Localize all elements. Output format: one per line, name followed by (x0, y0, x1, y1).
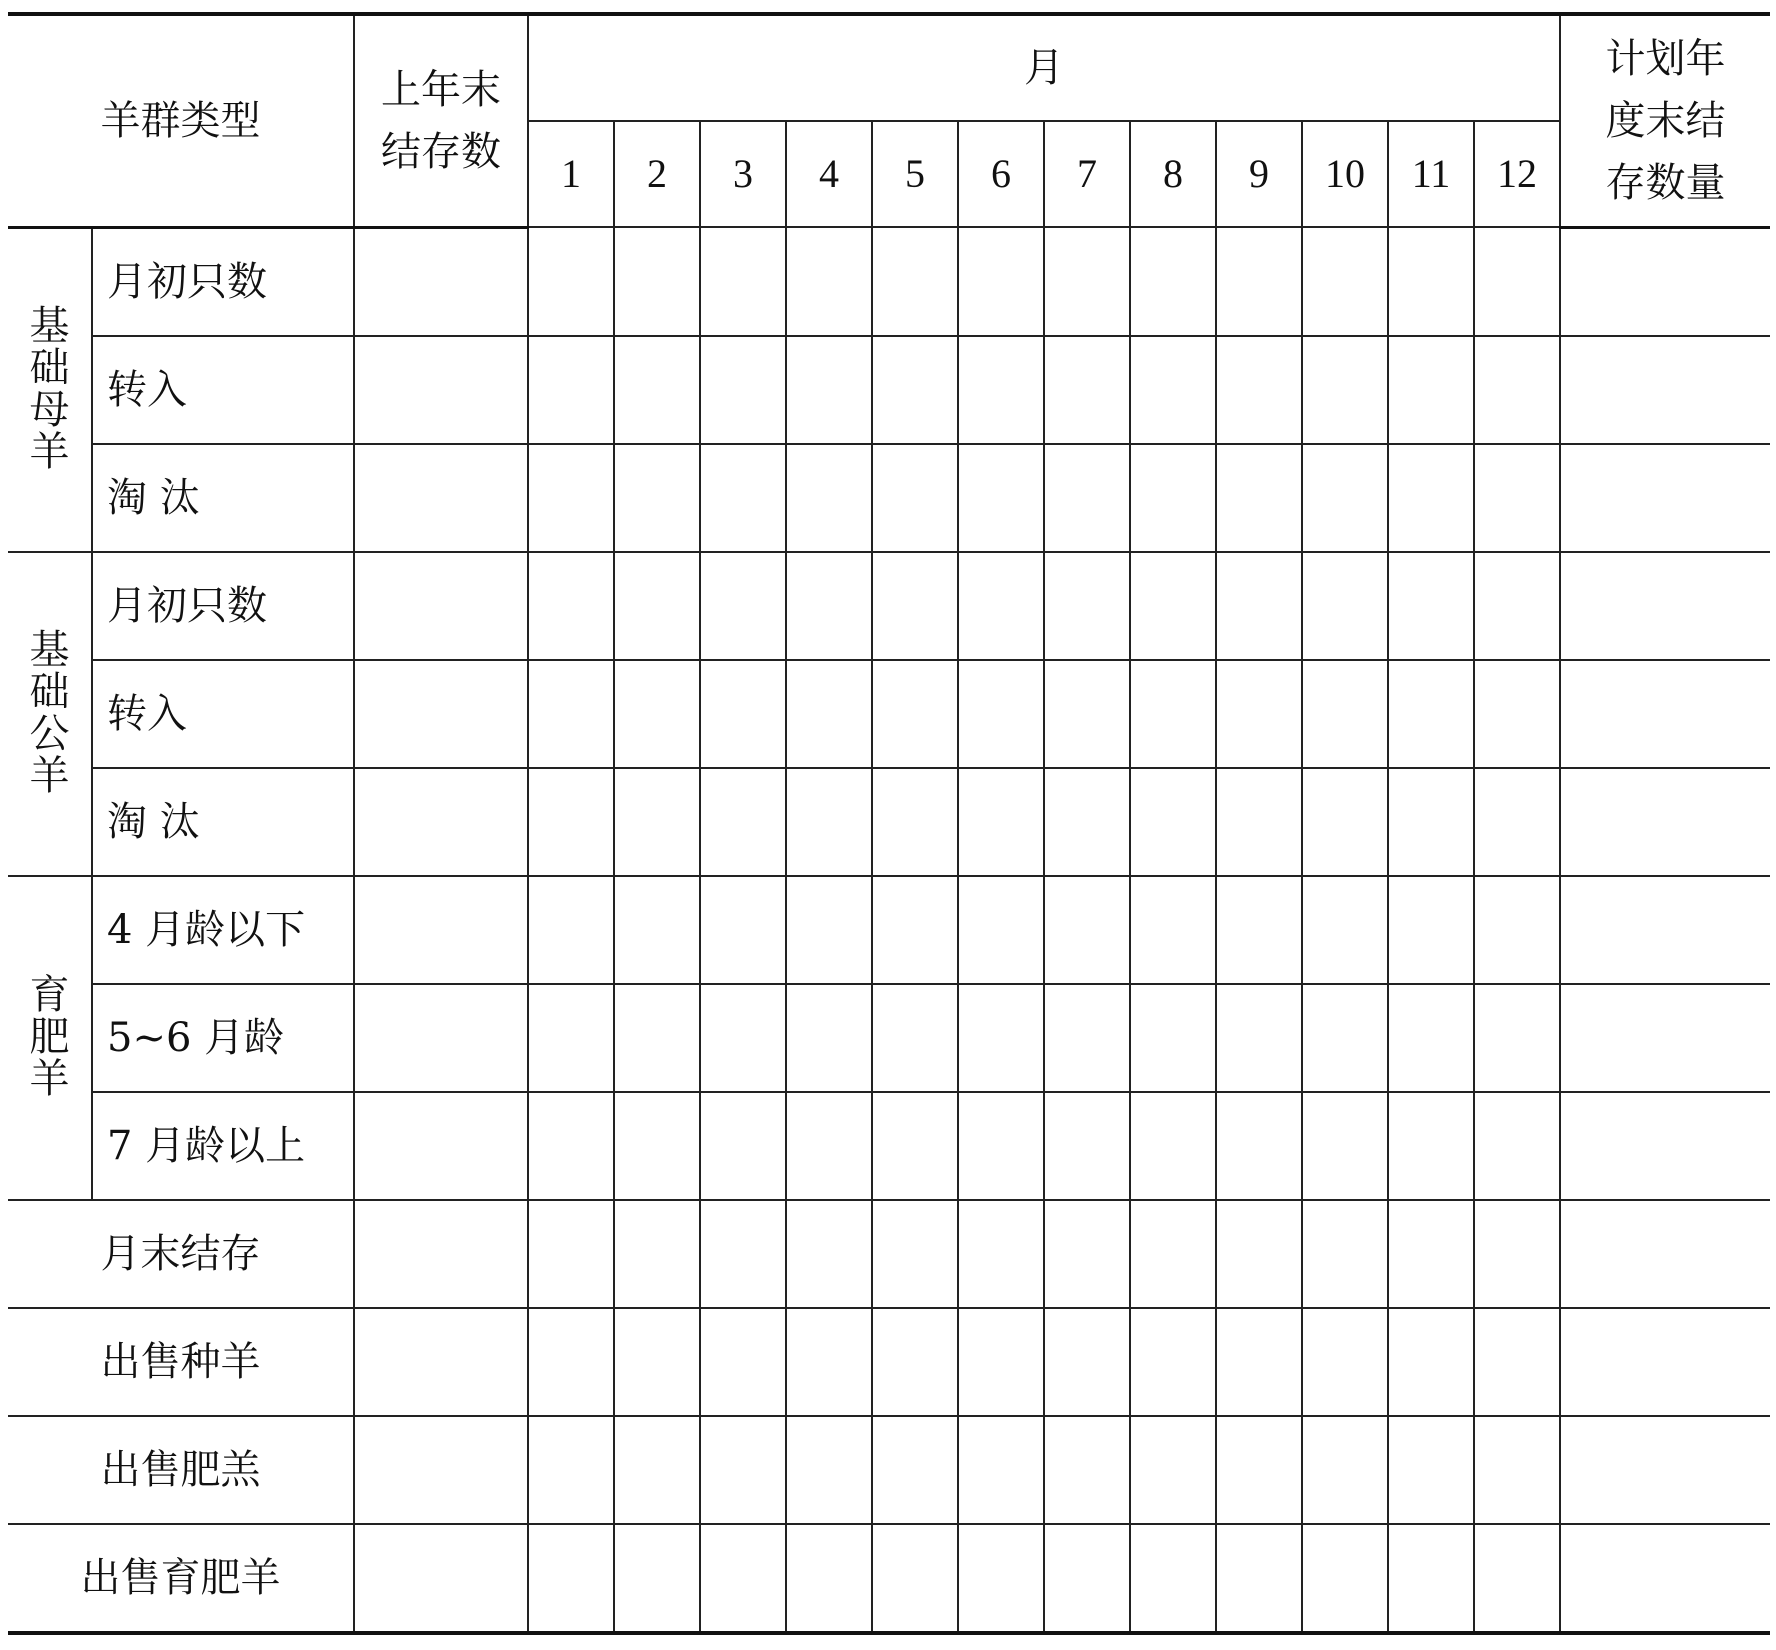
entry-cell[interactable] (1130, 1416, 1216, 1524)
row-label: 5~6 月龄 (92, 984, 354, 1092)
month-number-header: 6 (958, 121, 1044, 227)
entry-cell[interactable] (786, 984, 872, 1092)
entry-cell[interactable] (614, 768, 700, 876)
month-number-header: 1 (528, 121, 614, 227)
entry-cell[interactable] (528, 444, 614, 552)
entry-cell[interactable] (1302, 227, 1388, 336)
row-label: 月初只数 (92, 552, 354, 660)
entry-cell[interactable] (786, 1092, 872, 1200)
entry-cell[interactable] (872, 336, 958, 444)
entry-cell[interactable] (958, 1200, 1044, 1308)
entry-cell[interactable] (958, 1524, 1044, 1633)
entry-cell[interactable] (1302, 1416, 1388, 1524)
entry-cell[interactable] (1044, 552, 1130, 660)
entry-cell[interactable] (528, 1524, 614, 1633)
entry-cell[interactable] (700, 1200, 786, 1308)
entry-cell[interactable] (958, 1092, 1044, 1200)
entry-cell[interactable] (1044, 1308, 1130, 1416)
entry-cell[interactable] (1560, 1416, 1770, 1524)
plan-end-header-label: 计划年度末结存数量 (1605, 35, 1726, 206)
entry-cell[interactable] (872, 660, 958, 768)
entry-cell[interactable] (1130, 444, 1216, 552)
group-label-cell (8, 876, 92, 1200)
entry-cell[interactable] (1130, 1092, 1216, 1200)
entry-cell[interactable] (1474, 876, 1560, 984)
row-label: 月初只数 (92, 227, 354, 336)
entry-cell[interactable] (614, 336, 700, 444)
entry-cell[interactable] (1130, 336, 1216, 444)
entry-cell[interactable] (872, 227, 958, 336)
entry-cell[interactable] (1044, 1200, 1130, 1308)
entry-cell[interactable] (1130, 1200, 1216, 1308)
entry-cell[interactable] (1302, 336, 1388, 444)
month-number-header: 8 (1130, 121, 1216, 227)
entry-cell[interactable] (1130, 984, 1216, 1092)
entry-cell[interactable] (786, 768, 872, 876)
entry-cell[interactable] (1560, 336, 1770, 444)
entry-cell[interactable] (528, 336, 614, 444)
entry-cell[interactable] (1560, 1524, 1770, 1633)
month-number-header: 4 (786, 121, 872, 227)
entry-cell[interactable] (1216, 660, 1302, 768)
entry-cell[interactable] (1130, 768, 1216, 876)
prev-stock-header (354, 14, 528, 227)
entry-cell[interactable] (958, 444, 1044, 552)
row-label: 淘 汰 (92, 444, 354, 552)
group-label: 基础公羊 (29, 626, 70, 799)
entry-cell[interactable] (872, 984, 958, 1092)
entry-cell[interactable] (786, 336, 872, 444)
entry-cell[interactable] (614, 660, 700, 768)
prev-stock-header-label: 上年末结存数 (381, 66, 501, 175)
entry-cell[interactable] (700, 660, 786, 768)
entry-cell[interactable] (786, 876, 872, 984)
entry-cell[interactable] (1044, 227, 1130, 336)
entry-cell[interactable] (700, 444, 786, 552)
summary-row-label: 出售育肥羊 (8, 1524, 354, 1633)
entry-cell[interactable] (1474, 227, 1560, 336)
month-number-header: 3 (700, 121, 786, 227)
row-label: 转入 (92, 336, 354, 444)
entry-cell[interactable] (958, 1416, 1044, 1524)
entry-cell[interactable] (1044, 768, 1130, 876)
entry-cell[interactable] (1130, 1524, 1216, 1633)
entry-cell[interactable] (354, 660, 528, 768)
entry-cell[interactable] (1474, 768, 1560, 876)
entry-cell[interactable] (786, 227, 872, 336)
entry-cell[interactable] (1474, 1200, 1560, 1308)
summary-row-label: 出售肥羔 (8, 1416, 354, 1524)
month-number-header: 5 (872, 121, 958, 227)
entry-cell[interactable] (786, 1524, 872, 1633)
entry-cell[interactable] (528, 1416, 614, 1524)
entry-cell[interactable] (872, 1524, 958, 1633)
entry-cell[interactable] (700, 984, 786, 1092)
entry-cell[interactable] (700, 552, 786, 660)
entry-cell[interactable] (614, 1200, 700, 1308)
entry-cell[interactable] (1302, 1200, 1388, 1308)
entry-cell[interactable] (1474, 444, 1560, 552)
entry-cell[interactable] (1302, 768, 1388, 876)
entry-cell[interactable] (1560, 227, 1770, 336)
entry-cell[interactable] (614, 1524, 700, 1633)
group-label-cell (8, 227, 92, 552)
entry-cell[interactable] (528, 1200, 614, 1308)
entry-cell[interactable] (354, 1416, 528, 1524)
entry-cell[interactable] (614, 984, 700, 1092)
entry-cell[interactable] (354, 768, 528, 876)
entry-cell[interactable] (786, 444, 872, 552)
entry-cell[interactable] (1474, 1092, 1560, 1200)
month-header-label: 月 (1024, 45, 1064, 91)
group-label: 基础母羊 (29, 302, 70, 475)
entry-cell[interactable] (1474, 1416, 1560, 1524)
summary-row-label: 出售种羊 (8, 1308, 354, 1416)
entry-cell[interactable] (354, 1200, 528, 1308)
month-number-header: 2 (614, 121, 700, 227)
entry-cell[interactable] (1130, 227, 1216, 336)
entry-cell[interactable] (1560, 876, 1770, 984)
entry-cell[interactable] (1216, 552, 1302, 660)
entry-cell[interactable] (1388, 768, 1474, 876)
flock-type-header (8, 14, 354, 227)
row-label: 7 月龄以上 (92, 1092, 354, 1200)
entry-cell[interactable] (700, 1416, 786, 1524)
entry-cell[interactable] (1216, 1416, 1302, 1524)
entry-cell[interactable] (528, 768, 614, 876)
group-label: 育肥羊 (29, 971, 70, 1102)
entry-cell[interactable] (700, 876, 786, 984)
entry-cell[interactable] (1560, 660, 1770, 768)
entry-cell[interactable] (1302, 444, 1388, 552)
entry-cell[interactable] (1560, 1200, 1770, 1308)
entry-cell[interactable] (1044, 876, 1130, 984)
entry-cell[interactable] (872, 444, 958, 552)
entry-cell[interactable] (1388, 1308, 1474, 1416)
entry-cell[interactable] (1216, 1308, 1302, 1416)
entry-cell[interactable] (354, 1524, 528, 1633)
entry-cell[interactable] (700, 768, 786, 876)
flock-type-header-label: 羊群类型 (100, 97, 261, 144)
month-number-header: 10 (1302, 121, 1388, 227)
entry-cell[interactable] (958, 660, 1044, 768)
entry-cell[interactable] (1560, 552, 1770, 660)
entry-cell[interactable] (1474, 984, 1560, 1092)
entry-cell[interactable] (354, 227, 528, 336)
entry-cell[interactable] (1302, 552, 1388, 660)
entry-cell[interactable] (614, 1308, 700, 1416)
entry-cell[interactable] (700, 1524, 786, 1633)
entry-cell[interactable] (1044, 984, 1130, 1092)
entry-cell[interactable] (1130, 1308, 1216, 1416)
entry-cell[interactable] (614, 227, 700, 336)
entry-cell[interactable] (872, 552, 958, 660)
entry-cell[interactable] (1560, 984, 1770, 1092)
entry-cell[interactable] (614, 876, 700, 984)
entry-cell[interactable] (1216, 227, 1302, 336)
entry-cell[interactable] (1560, 1308, 1770, 1416)
entry-cell[interactable] (786, 1200, 872, 1308)
entry-cell[interactable] (354, 984, 528, 1092)
entry-cell[interactable] (1302, 984, 1388, 1092)
entry-cell[interactable] (1044, 1416, 1130, 1524)
entry-cell[interactable] (1216, 336, 1302, 444)
month-number-header: 12 (1474, 121, 1560, 227)
entry-cell[interactable] (1044, 336, 1130, 444)
entry-cell[interactable] (354, 1092, 528, 1200)
entry-cell[interactable] (786, 660, 872, 768)
row-label: 转入 (92, 660, 354, 768)
entry-cell[interactable] (354, 876, 528, 984)
entry-cell[interactable] (1302, 1308, 1388, 1416)
entry-cell[interactable] (1388, 1524, 1474, 1633)
entry-cell[interactable] (1474, 1308, 1560, 1416)
entry-cell[interactable] (614, 444, 700, 552)
entry-cell[interactable] (872, 876, 958, 984)
entry-cell[interactable] (1216, 1524, 1302, 1633)
entry-cell[interactable] (1302, 1092, 1388, 1200)
entry-cell[interactable] (1130, 552, 1216, 660)
entry-cell[interactable] (1216, 768, 1302, 876)
entry-cell[interactable] (872, 1308, 958, 1416)
entry-cell[interactable] (528, 1092, 614, 1200)
entry-cell[interactable] (1388, 444, 1474, 552)
entry-cell[interactable] (1388, 336, 1474, 444)
entry-cell[interactable] (700, 1308, 786, 1416)
entry-cell[interactable] (872, 1092, 958, 1200)
row-label: 淘 汰 (92, 768, 354, 876)
entry-cell[interactable] (786, 1416, 872, 1524)
entry-cell[interactable] (1388, 227, 1474, 336)
entry-cell[interactable] (958, 984, 1044, 1092)
entry-cell[interactable] (1302, 1524, 1388, 1633)
entry-cell[interactable] (872, 1416, 958, 1524)
entry-cell[interactable] (1216, 1200, 1302, 1308)
entry-cell[interactable] (528, 660, 614, 768)
entry-cell[interactable] (1560, 444, 1770, 552)
entry-cell[interactable] (354, 552, 528, 660)
entry-cell[interactable] (1130, 876, 1216, 984)
entry-cell[interactable] (1044, 1524, 1130, 1633)
entry-cell[interactable] (1388, 1200, 1474, 1308)
entry-cell[interactable] (872, 1200, 958, 1308)
entry-cell[interactable] (700, 336, 786, 444)
entry-cell[interactable] (1044, 444, 1130, 552)
entry-cell[interactable] (1302, 660, 1388, 768)
month-number-header: 7 (1044, 121, 1130, 227)
entry-cell[interactable] (700, 227, 786, 336)
entry-cell[interactable] (1044, 660, 1130, 768)
plan-end-header (1560, 14, 1770, 227)
month-number-header: 11 (1388, 121, 1474, 227)
entry-cell[interactable] (528, 552, 614, 660)
entry-cell[interactable] (958, 336, 1044, 444)
entry-cell[interactable] (1388, 552, 1474, 660)
entry-cell[interactable] (872, 768, 958, 876)
entry-cell[interactable] (1560, 1092, 1770, 1200)
entry-cell[interactable] (1388, 1092, 1474, 1200)
entry-cell[interactable] (1216, 984, 1302, 1092)
entry-cell[interactable] (958, 876, 1044, 984)
entry-cell[interactable] (1130, 660, 1216, 768)
entry-cell[interactable] (1388, 660, 1474, 768)
entry-cell[interactable] (1216, 876, 1302, 984)
entry-cell[interactable] (528, 876, 614, 984)
entry-cell[interactable] (786, 552, 872, 660)
entry-cell[interactable] (1474, 336, 1560, 444)
entry-cell[interactable] (354, 1308, 528, 1416)
entry-cell[interactable] (1302, 876, 1388, 984)
entry-cell[interactable] (614, 1092, 700, 1200)
entry-cell[interactable] (528, 227, 614, 336)
entry-cell[interactable] (1216, 1092, 1302, 1200)
entry-cell[interactable] (528, 1308, 614, 1416)
entry-cell[interactable] (1560, 768, 1770, 876)
sheep-flock-plan-table (8, 12, 1770, 1635)
entry-cell[interactable] (1216, 444, 1302, 552)
entry-cell[interactable] (700, 1092, 786, 1200)
entry-cell[interactable] (1388, 1416, 1474, 1524)
entry-cell[interactable] (354, 444, 528, 552)
entry-cell[interactable] (614, 552, 700, 660)
entry-cell[interactable] (1388, 876, 1474, 984)
month-number-header: 9 (1216, 121, 1302, 227)
entry-cell[interactable] (1474, 660, 1560, 768)
entry-cell[interactable] (1388, 984, 1474, 1092)
entry-cell[interactable] (958, 552, 1044, 660)
entry-cell[interactable] (958, 1308, 1044, 1416)
row-label: 4 月龄以下 (92, 876, 354, 984)
entry-cell[interactable] (354, 336, 528, 444)
entry-cell[interactable] (614, 1416, 700, 1524)
entry-cell[interactable] (1474, 552, 1560, 660)
entry-cell[interactable] (958, 227, 1044, 336)
group-label-cell (8, 552, 92, 876)
month-header (528, 14, 1560, 121)
summary-row-label: 月末结存 (8, 1200, 354, 1308)
entry-cell[interactable] (1474, 1524, 1560, 1633)
entry-cell[interactable] (786, 1308, 872, 1416)
entry-cell[interactable] (528, 984, 614, 1092)
entry-cell[interactable] (1044, 1092, 1130, 1200)
entry-cell[interactable] (958, 768, 1044, 876)
